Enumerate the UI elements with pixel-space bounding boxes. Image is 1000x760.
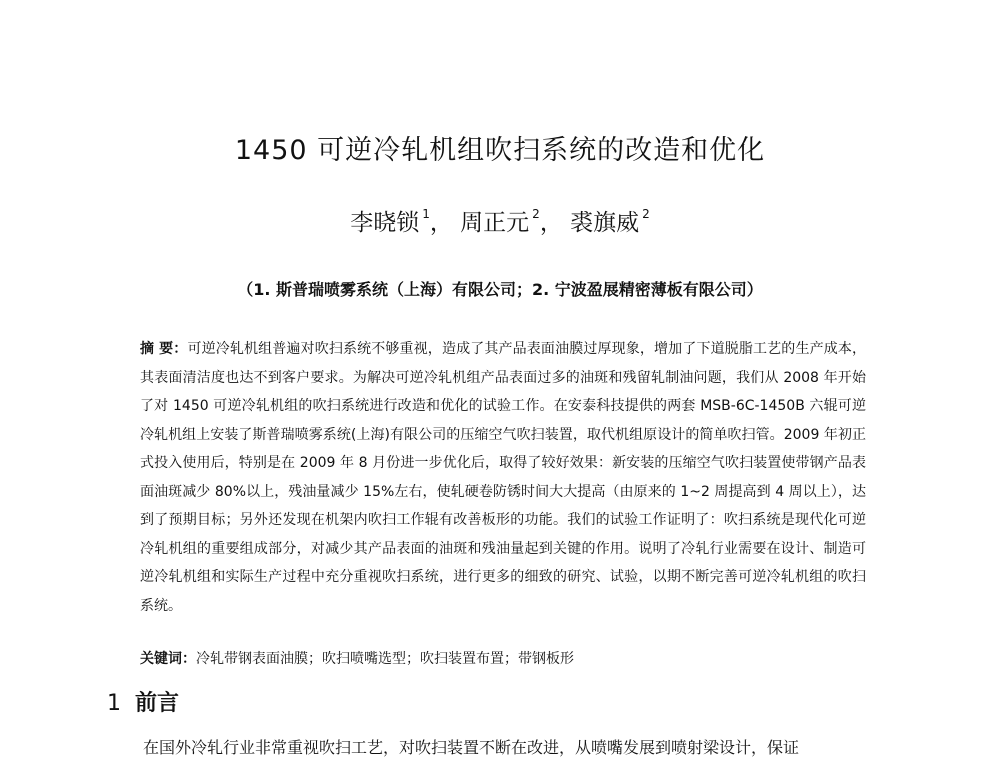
author-affiliation-mark: 2 [532,207,540,221]
abstract-label: 摘 要： [140,341,188,357]
author-affiliation-mark: 2 [642,207,650,221]
section-title: 前言 [135,691,180,716]
author-name: 李晓锁 [350,210,420,236]
section-heading [107,686,179,717]
paper-title: 1450 可逆冷轧机组吹扫系统的改造和优化 [234,135,766,166]
author-separator: ， [429,210,453,236]
keywords-label: 关键词： [140,651,196,667]
abstract-text: 可逆冷轧机组普遍对吹扫系统不够重视，造成了其产品表面油膜过厚现象，增加了下道脱脂工艺的生产成本，其表面清洁度也达不到客户要求。为解决可逆冷轧机组产品表面过多的油斑和残留轧制油问题，我们从 2008 年开始了对 1450 可逆冷轧机组的吹扫系统进行改造和优化的试验工作。在安泰科技提供的两套 MSB-6C-1450B 六辊可逆冷轧机组上安装了斯普瑞喷雾系统(上海)有限公司的压缩空气吹扫装置，取代机组原设计的简单吹扫管。2009 年初正式投入使用后，特别是在 2009 年 8 月份进一步优化后，取得了较好效果：新安装的压缩空气吹扫装置使带钢产品表面油斑减少 80%以上，残油量减少 15%左右，使轧硬卷防锈时间大大提高（由原来的 1~2 周提高到 4 周以上），达到了预期目标；另外还发现在机架内吹扫工作辊有改善板形的功能。我们的试验工作证明了：吹扫系统是现代化可逆冷轧机组的重要组成部分，对减少其产品表面的油斑和残油量起到关键的作用。说明了冷轧行业需要在设计、制造可逆冷轧机组和实际生产过程中充分重视吹扫系统，进行更多的细致的研究、试验，以期不断完善可逆冷轧机组的吹扫系统。 [140,341,867,614]
abstract [140,335,866,620]
author-name: 裘旗威 [570,210,640,236]
author-separator: ， [539,210,563,236]
affiliations: （1. 斯普瑞喷雾系统（上海）有限公司；2. 宁波盈展精密薄板有限公司） [237,280,763,299]
author-affiliation-mark: 1 [422,207,430,221]
keywords [140,647,866,671]
section-number: 1 [107,691,121,716]
author-name: 周正元 [460,210,530,236]
body-paragraph: 在国外冷轧行业非常重视吹扫工艺，对吹扫装置不断在改进，从喷嘴发展到喷射梁设计，保证 [143,738,800,757]
author-list [0,204,1000,237]
keywords-text: 冷轧带钢表面油膜；吹扫喷嘴选型；吹扫装置布置；带钢板形 [196,651,574,667]
